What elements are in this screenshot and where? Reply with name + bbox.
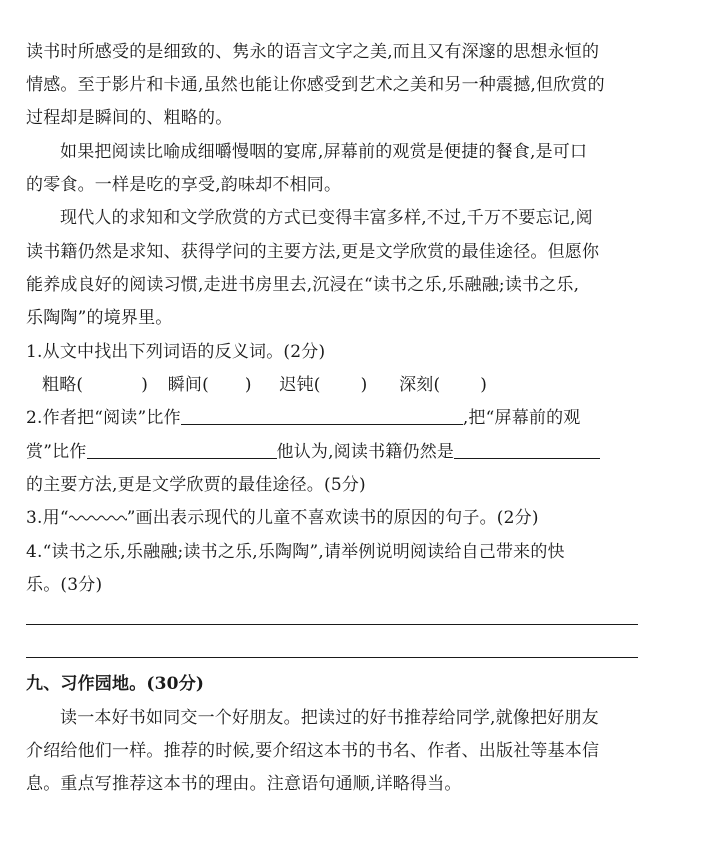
antonym-close-paren: ) bbox=[141, 375, 149, 395]
passage-line: 过程却是瞬间的、粗略的。 bbox=[26, 108, 233, 128]
section-line: 息。重点写推荐这本书的理由。注意语句通顺,详略得当。 bbox=[26, 774, 462, 794]
question-3-text: ”画出表示现代的儿童不喜欢读书的原因的句子。(2分) bbox=[126, 508, 539, 528]
question-2-line-2 bbox=[26, 440, 646, 464]
question-2-text: ,把“屏幕前的观 bbox=[462, 408, 581, 428]
section-line: 介绍给他们一样。推荐的时候,要介绍这本书的书名、作者、出版社等基本信 bbox=[26, 741, 600, 761]
wavy-underline-icon bbox=[69, 514, 127, 522]
passage-line: 情感。至于影片和卡通,虽然也能让你感受到艺术之美和另一种震撼,但欣赏的 bbox=[26, 75, 605, 95]
passage-line: 如果把阅读比喻成细嚼慢咽的宴席,屏幕前的观赏是便捷的餐食,是可口 bbox=[60, 142, 588, 162]
antonym-word: 深刻( bbox=[399, 375, 441, 395]
question-2-line-1 bbox=[26, 406, 646, 430]
passage-line: 的零食。一样是吃的享受,韵味却不相同。 bbox=[26, 175, 342, 195]
question-3 bbox=[26, 506, 646, 530]
question-3-text: 3.用“ bbox=[26, 508, 69, 528]
passage-line: 现代人的求知和文学欣赏的方式已变得丰富多样,不过,千万不要忘记,阅 bbox=[60, 208, 593, 228]
antonym-word: 瞬间( bbox=[167, 375, 209, 395]
answer-blank[interactable] bbox=[181, 406, 463, 425]
answer-blank[interactable] bbox=[87, 440, 277, 459]
question-1: 1.从文中找出下列词语的反义词。(2分) bbox=[26, 342, 326, 362]
section-line: 读一本好书如同交一个好朋友。把读过的好书推荐给同学,就像把好朋友 bbox=[60, 708, 599, 728]
question-2-text: 2.作者把“阅读”比作 bbox=[26, 408, 181, 428]
question-2-line-3: 的主要方法,更是文学欣贾的最佳途径。(5分) bbox=[26, 475, 366, 495]
antonym-row bbox=[42, 373, 662, 397]
antonym-word: 粗略( bbox=[42, 375, 84, 395]
passage-line: 乐陶陶”的境界里。 bbox=[26, 308, 173, 328]
passage-line: 读书籍仍然是求知、获得学问的主要方法,更是文学欣赏的最佳途径。但愿你 bbox=[26, 242, 600, 262]
answer-line[interactable] bbox=[26, 657, 638, 658]
antonym-close-paren: ) bbox=[244, 375, 252, 395]
section-heading: 九、习作园地。(30分) bbox=[26, 674, 205, 694]
question-2-text: 赏”比作 bbox=[26, 442, 87, 462]
question-4-line-1: 4.“读书之乐,乐融融;读书之乐,乐陶陶”,请举例说明阅读给自己带来的快 bbox=[26, 542, 565, 562]
answer-line[interactable] bbox=[26, 624, 638, 625]
antonym-word: 迟钝( bbox=[279, 375, 321, 395]
passage-line: 读书时所感受的是细致的、隽永的语言文字之美,而且又有深邃的思想永恒的 bbox=[26, 42, 600, 62]
passage-line: 能养成良好的阅读习惯,走进书房里去,沉浸在“读书之乐,乐融融;读书之乐, bbox=[26, 275, 580, 295]
antonym-close-paren: ) bbox=[360, 375, 368, 395]
answer-blank[interactable] bbox=[454, 440, 600, 459]
question-4-line-2: 乐。(3分) bbox=[26, 575, 103, 595]
question-2-text: 他认为,阅读书籍仍然是 bbox=[276, 442, 455, 462]
antonym-close-paren: ) bbox=[480, 375, 488, 395]
